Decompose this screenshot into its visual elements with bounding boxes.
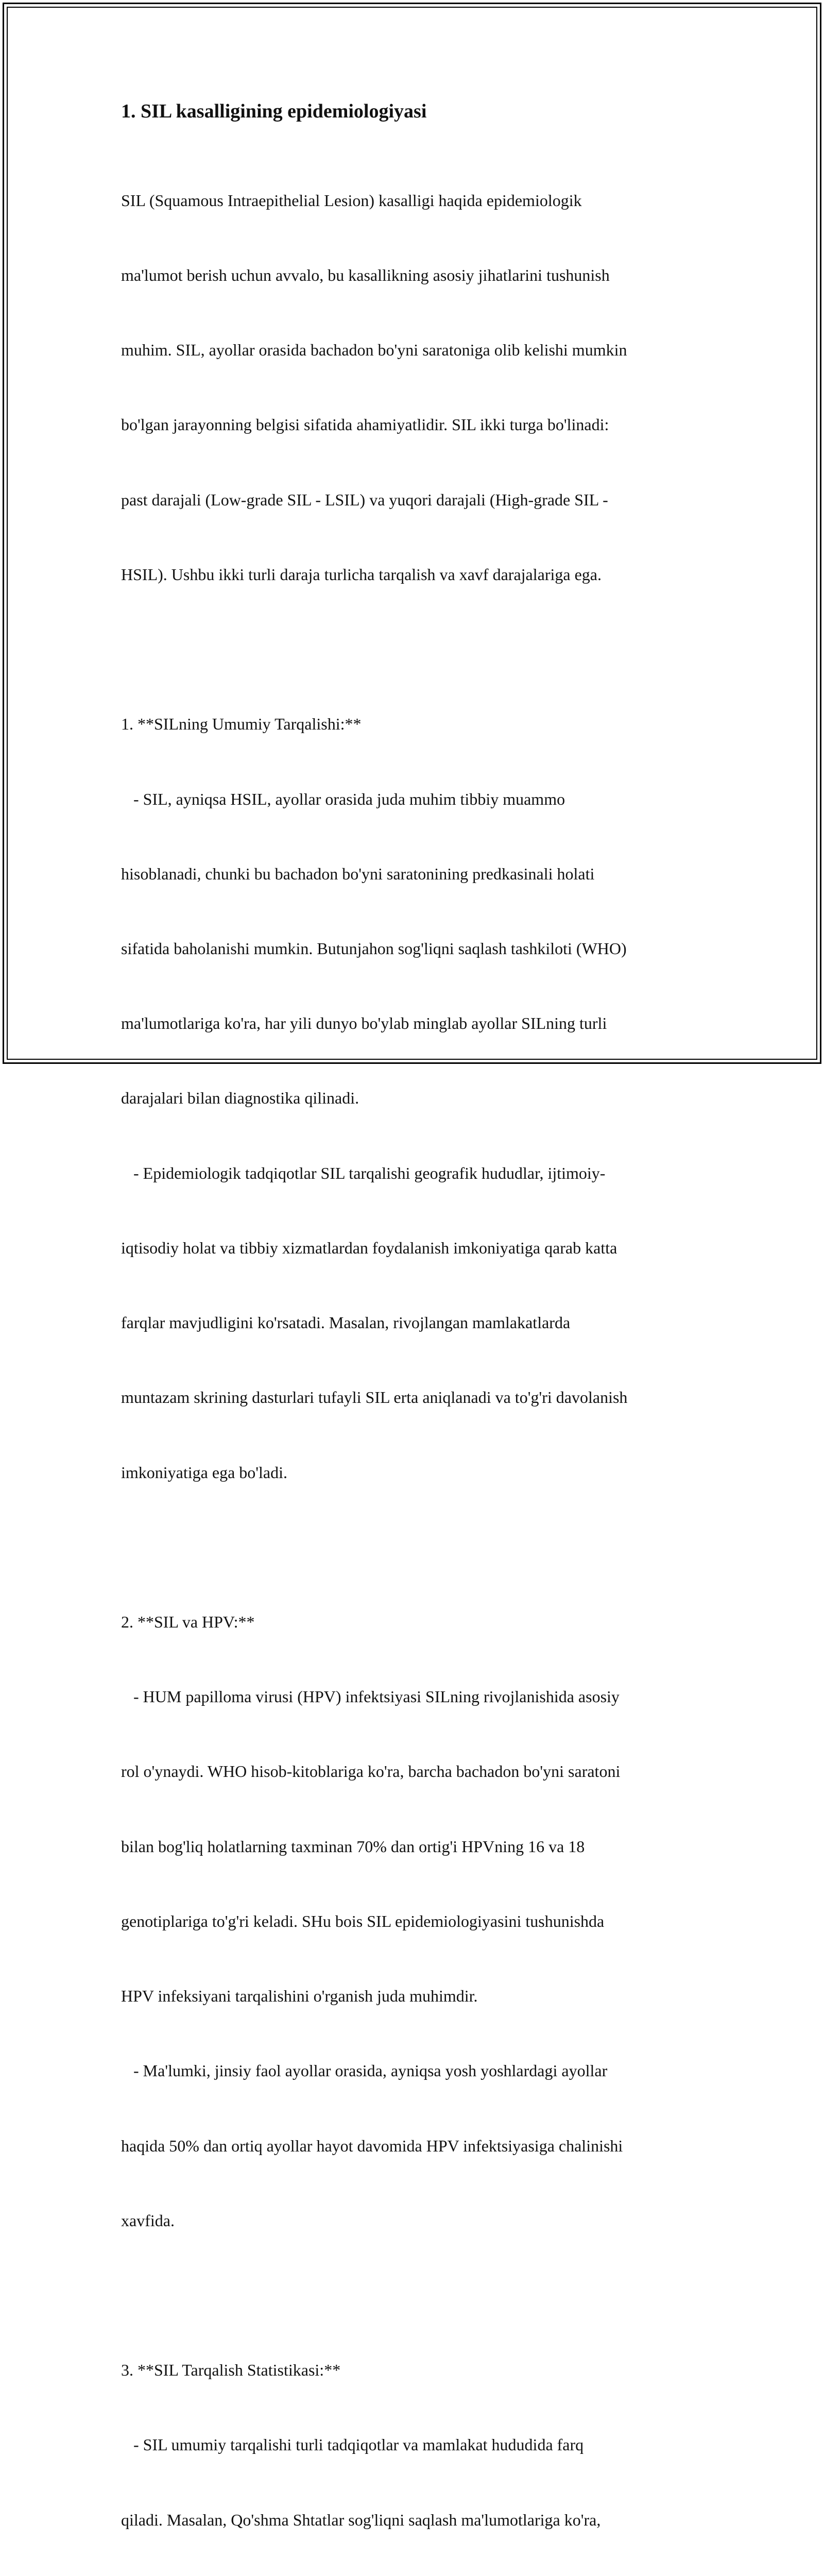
section-heading: 2. **SIL va HPV:** [121,1612,255,1631]
text-line: ma'lumotlariga ko'ra, har yili dunyo bo'ylab minglab ayollar SILning turli [121,1014,607,1033]
text-line: past darajali (Low-grade SIL - LSIL) va yuqori darajali (High-grade SIL - [121,490,608,509]
document-content [121,96,706,2576]
blank-line [121,1535,706,1560]
text-line: HSIL). Ushbu ikki turli daraja turlicha tarqalish va xavf darajalariga ega. [121,565,602,584]
text-line: - SIL, ayniqsa HSIL, ayollar orasida juda muhim tibbiy muammo [121,789,565,808]
document-heading: 1. SIL kasalligining epidemiologiyasi [121,100,427,122]
text-line: xavfida. [121,2211,175,2230]
text-line: ma'lumot berish uchun avvalo, bu kasallikning asosiy jihatlarini tushunish [121,266,610,285]
text-line: haqida 50% dan ortiq ayollar hayot davomida HPV infektsiyasiga chalinishi [121,2136,623,2155]
document-body [121,138,706,2576]
text-line: HPV infeksiyani tarqalishini o'rganish juda muhimdir. [121,1987,478,2006]
text-line: darajalari bilan diagnostika qilinadi. [121,1089,359,1108]
text-line: hisoblanadi, chunki bu bachadon bo'yni saratonining predkasinali holati [121,864,595,883]
text-line: bilan bog'liq holatlarning taxminan 70% dan ortig'i HPVning 16 va 18 [121,1837,585,1856]
text-line: genotiplariga to'g'ri keladi. SHu bois SIL epidemiologiyasini tushunishda [121,1911,605,1930]
text-line: SIL (Squamous Intraepithelial Lesion) kasalligi haqida epidemiologik [121,191,582,210]
text-line: farqlar mavjudligini ko'rsatadi. Masalan, rivojlangan mamlakatlarda [121,1313,571,1332]
section-heading: 1. **SILning Umumiy Tarqalishi:** [121,715,362,734]
section-heading: 3. **SIL Tarqalish Statistikasi:** [121,2361,341,2380]
blank-line [121,2283,706,2308]
text-line: - Ma'lumki, jinsiy faol ayollar orasida, ayniqsa yosh yoshlardagi ayollar [121,2061,608,2080]
text-line: - Epidemiologik tadqiqotlar SIL tarqalishi geografik hududlar, ijtimoiy- [121,1163,606,1182]
text-line: - HUM papilloma virusi (HPV) infektsiyasi SILning rivojlanishida asosiy [121,1687,620,1706]
blank-line [121,637,706,662]
text-line: bo'lgan jarayonning belgisi sifatida ahamiyatlidir. SIL ikki turga bo'linadi: [121,415,609,434]
text-line: - SIL umumiy tarqalishi turli tadqiqotlar va mamlakat hududida farq [121,2435,584,2454]
text-line: qiladi. Masalan, Qo'shma Shtatlar sog'liqni saqlash ma'lumotlariga ko'ra, [121,2510,601,2529]
text-line: imkoniyatiga ega bo'ladi. [121,1463,288,1482]
text-line: iqtisodiy holat va tibbiy xizmatlardan foydalanish imkoniyatiga qarab katta [121,1238,617,1257]
text-line: sifatida baholanishi mumkin. Butunjahon sog'liqni saqlash tashkiloti (WHO) [121,939,627,958]
text-line: rol o'ynaydi. WHO hisob-kitoblariga ko'ra, barcha bachadon bo'yni saratoni [121,1762,621,1781]
text-line: muntazam skrining dasturlari tufayli SIL erta aniqlanadi va to'g'ri davolanish [121,1388,628,1407]
text-line: muhim. SIL, ayollar orasida bachadon bo'yni saratoniga olib kelishi mumkin [121,341,627,360]
